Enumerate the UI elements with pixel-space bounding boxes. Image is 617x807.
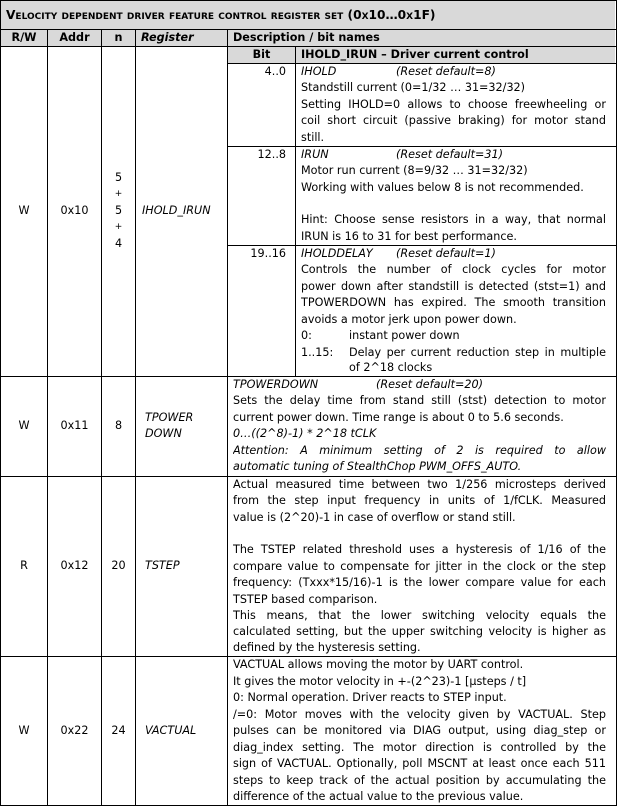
rule: [135, 29, 136, 806]
field-hint: IRUN is 16 to 31 for best performance.: [301, 230, 517, 243]
header-register: Register: [141, 31, 194, 44]
row-rw: W: [18, 204, 30, 217]
field-text: power down after standstill is detected (stst=1) and: [301, 280, 606, 293]
row-n-part: 5: [114, 171, 123, 184]
field-text: TSTEP based comparison.: [233, 593, 378, 606]
field-name: IHOLD: [301, 65, 337, 78]
field-text: defined by the hysteresis setting.: [233, 641, 421, 654]
field-text: from the step input frequency in units of 1/fCLK. Measured: [233, 494, 606, 507]
field-text: Controls the number of clock cycles for motor: [301, 263, 606, 276]
field-text: Standstill current (0=1/32 … 31=32/32): [301, 81, 526, 94]
field-text: sign of VACTUAL. Optionally, poll MSCNT at least once each 511: [233, 757, 606, 770]
row-n-part: 5: [114, 204, 123, 217]
field-text: diag_index setting. The motor direction is controlled by the: [233, 741, 606, 754]
row-n: 8: [114, 419, 123, 432]
row-register: VACTUAL: [145, 724, 197, 737]
field-attention: Attention: A minimum setting of 2 is required to allow: [233, 444, 606, 457]
field-text: coil short circuit (passive braking) for motor stand: [301, 114, 606, 127]
row-register: TPOWER: [145, 411, 194, 424]
field-text: value is (2^20)-1 in case of overflow or stand still.: [233, 511, 516, 524]
row-register: TSTEP: [145, 559, 180, 572]
field-text: Working with values below 8 is not recommended.: [301, 181, 584, 194]
row-n: 20: [111, 559, 126, 572]
row-register: IHOLD_IRUN: [142, 204, 211, 217]
field-text: pulses can be monitored via DIAG output, using diag_step or: [233, 724, 606, 737]
field-text: still.: [301, 131, 325, 144]
field-text: avoids a motor jerk upon power down.: [301, 313, 517, 326]
rule: [0, 0, 1, 806]
field-text: The TSTEP related threshold uses a hysteresis of 1/16 of the: [233, 543, 606, 556]
header-rw: R/W: [11, 31, 37, 44]
field-formula: 0…((2^8)-1) * 2^18 tCLK: [233, 427, 377, 440]
option-text: instant power down: [349, 329, 460, 342]
field-name: IHOLDDELAY: [301, 247, 373, 260]
row-addr: 0x11: [60, 419, 89, 432]
table-title: Velocity dependent driver feature control register set (0x10…0x1F): [6, 8, 436, 22]
field-reset: (Reset default=20): [376, 378, 484, 391]
row-addr: 0x22: [60, 724, 89, 737]
field-text: It gives the motor velocity in +-(2^23)-1 [µsteps / t]: [233, 675, 527, 688]
row-n: 24: [111, 724, 126, 737]
field-text: 0: Normal operation. Driver reacts to STEP input.: [233, 691, 507, 704]
field-text: calculated setting, but the upper switching velocity is higher as: [233, 625, 606, 638]
option-key: 1..15:: [301, 346, 334, 359]
row-rw: R: [20, 559, 28, 572]
field-text: This means, that the lower switching velocity equals the: [233, 609, 606, 622]
header-addr: Addr: [59, 31, 90, 44]
header-n: n: [114, 31, 123, 44]
row-n-part: 4: [114, 237, 123, 250]
field-bit: 12..8: [257, 148, 286, 161]
field-text: TPOWERDOWN has expired. The smooth transition: [301, 296, 606, 309]
option-text: Delay per current reduction step in multiple: [349, 346, 606, 359]
row-rw: W: [18, 724, 30, 737]
field-text: Motor run current (8=9/32 … 31=32/32): [301, 164, 528, 177]
rule: [227, 29, 228, 806]
row-addr: 0x12: [60, 559, 89, 572]
subheader-group-title: IHOLD_IRUN – Driver current control: [301, 48, 529, 61]
field-attention: automatic tuning of StealthChop PWM_OFFS_AUTO.: [233, 460, 522, 473]
option-text: of 2^18 clocks: [349, 361, 433, 374]
field-text: Setting IHOLD=0 allows to choose freewheeling or: [301, 98, 606, 111]
field-reset: (Reset default=8): [396, 65, 496, 78]
field-text: compare value to compensate for jitter in the clock or the step: [233, 560, 606, 573]
field-text: /=0: Motor moves with the velocity given by VACTUAL. Step: [233, 708, 606, 721]
row-n-part: +: [114, 222, 123, 232]
field-text: difference of the actual value to the previous value.: [233, 790, 524, 803]
field-text: steps to keep track of the actual position by accumulating the: [233, 774, 606, 787]
subheader-bit: Bit: [252, 48, 271, 61]
field-reset: (Reset default=1): [396, 247, 496, 260]
field-name: TPOWERDOWN: [233, 378, 319, 391]
row-rw: W: [18, 419, 30, 432]
row-addr: 0x10: [60, 204, 89, 217]
row-n-part: +: [114, 189, 123, 199]
field-text: current power down. Time range is about 0 to 5.6 seconds.: [233, 411, 564, 424]
field-text: frequency: (Txxx*15/16)-1 is the lower compare value for each: [233, 576, 606, 589]
option-key: 0:: [301, 329, 312, 342]
rule: [0, 0, 617, 1]
header-description: Description / bit names: [233, 31, 380, 44]
field-text: VACTUAL allows moving the motor by UART control.: [233, 658, 524, 671]
field-bit: 19..16: [250, 247, 286, 260]
field-name: IRUN: [301, 148, 329, 161]
row-register: DOWN: [145, 427, 182, 440]
rule: [295, 46, 296, 377]
field-text: Actual measured time between two 1/256 microsteps derived: [233, 478, 606, 491]
field-text: Sets the delay time from stand still (stst) detection to motor: [233, 394, 606, 407]
field-hint: Hint: Choose sense resistors in a way, that normal: [301, 213, 606, 226]
field-reset: (Reset default=31): [396, 148, 504, 161]
field-bit: 4..0: [264, 65, 286, 78]
